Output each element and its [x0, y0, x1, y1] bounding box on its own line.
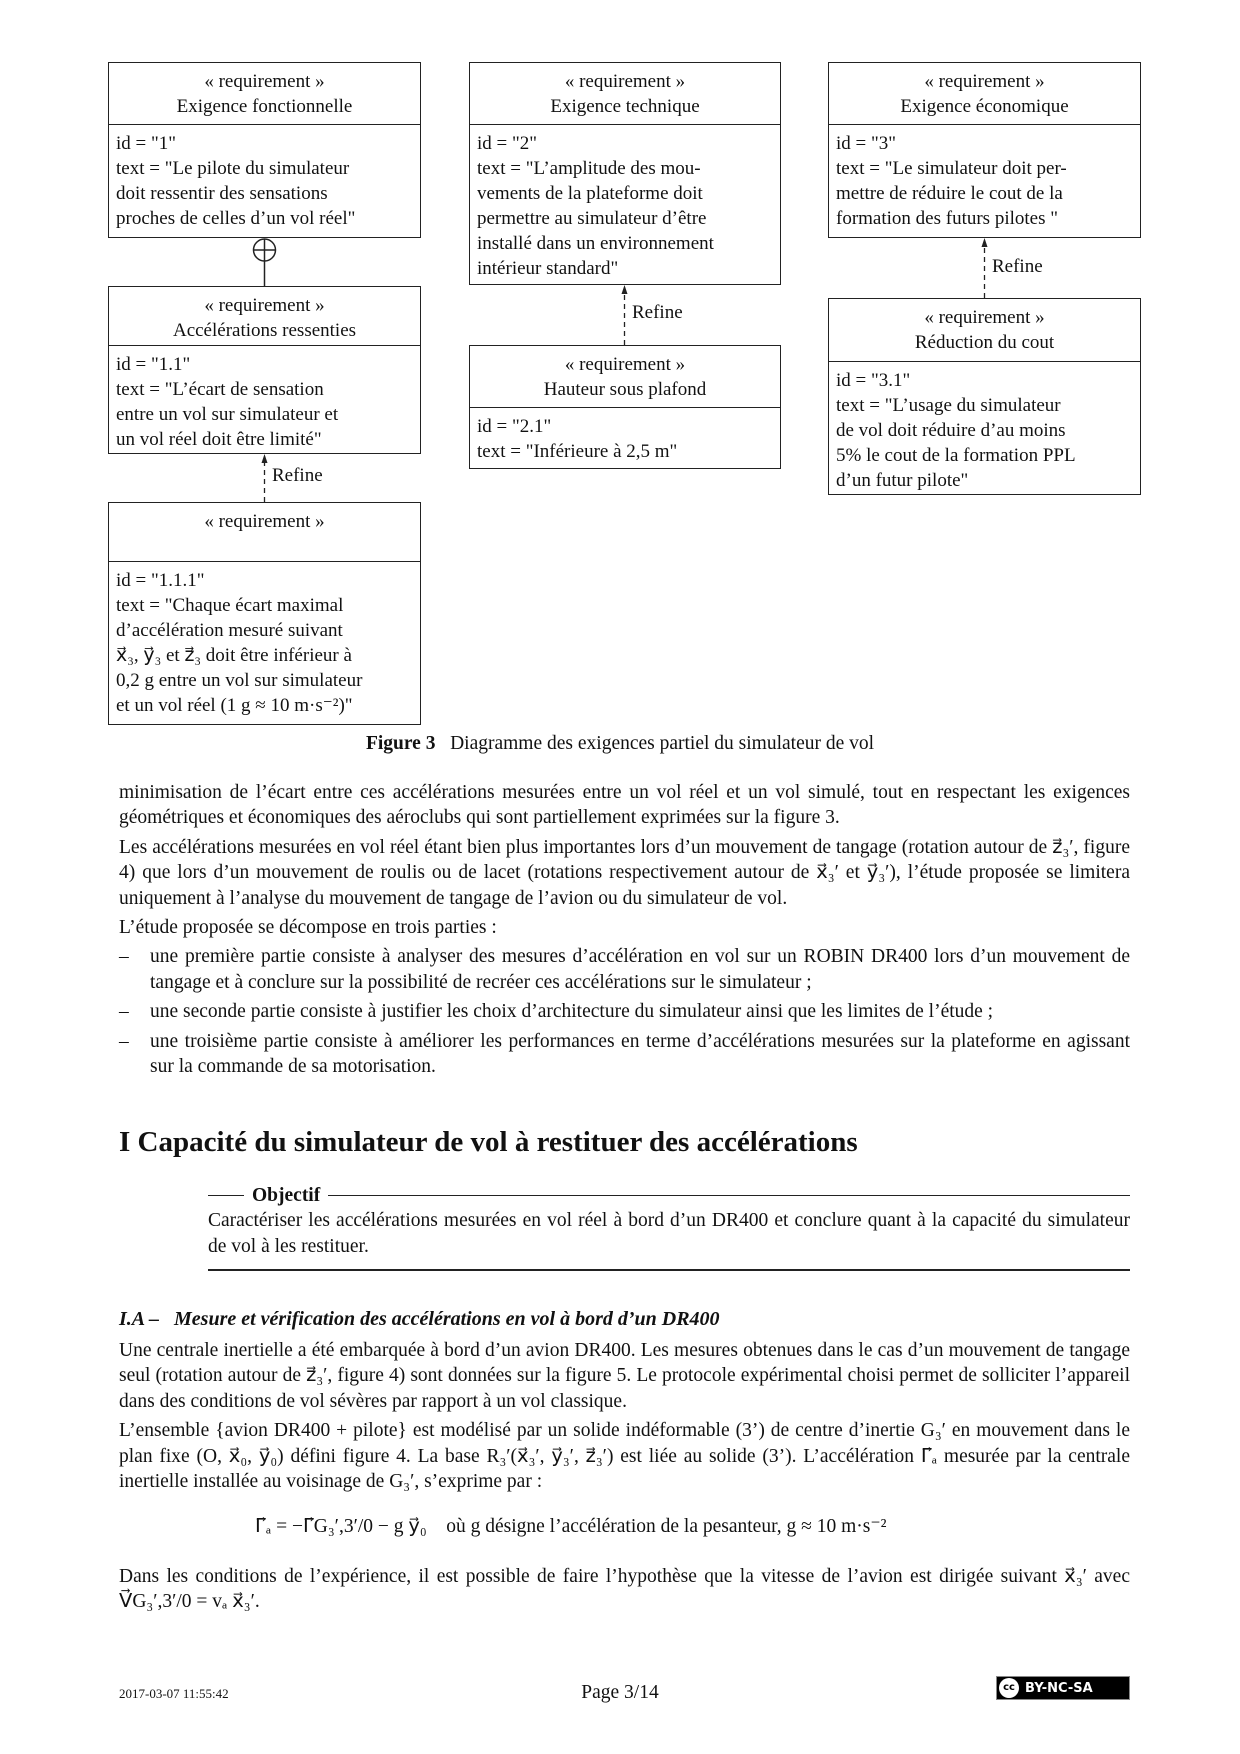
- req-text: x⃗₃, y⃗₃ et z⃗₃ doit être inférieur à: [116, 645, 352, 666]
- subsection-text-end: [119, 1564, 1130, 1619]
- refine-label: Refine: [992, 256, 1043, 277]
- list-item: [119, 944, 1130, 995]
- req-text: doit ressentir des sensations: [116, 183, 328, 204]
- paragraph: minimisation de l’écart entre ces accélérations mesurées entre un vol réel et un vol simulé, tout en respectant les exigences géométriques et économiques des aéroclubs qui sont partiellement exprimées sur la figure 3.: [119, 782, 1130, 829]
- req-text: d’accélération mesuré suivant: [116, 620, 343, 641]
- req-text: installé dans un environnement: [477, 233, 714, 254]
- stereotype: « requirement »: [924, 71, 1045, 92]
- objective-text: Caractériser les accélérations mesurées en vol réel à bord d’un DR400 et conclure quant à la capacité du simulateur de vol à les restituer.: [208, 1210, 1130, 1257]
- req-text: intérieur standard": [477, 258, 619, 279]
- paragraph: Les accélérations mesurées en vol réel étant bien plus importantes lors d’un mouvement de tangage (rotation autour de z⃗₃′, figure 4) que lors d’un mouvement de roulis ou de lacet (rotations respectivement autour de x⃗₃′ et y⃗₃′), l’étude proposée se limitera uniquement à l’analyse du mouvement de tangage de l’avion ou du simulateur de vol.: [119, 836, 1130, 909]
- requirement-name: Accélérations ressenties: [172, 320, 357, 341]
- bullet-dash: –: [119, 946, 129, 968]
- requirement-name: Exigence économique: [900, 96, 1069, 117]
- subsection-text: [119, 1338, 1130, 1498]
- paragraph: L’ensemble {avion DR400 + pilote} est modélisé par un solide indéformable (3’) de centre d’inertie G₃′ en mouvement dans le plan fixe (O, x⃗₀, y⃗₀) défini figure 4. La base R₃′(x⃗₃′, y⃗₃′, z⃗₃′) est liée au solide (3’). L’accélération Γ⃗ₐ mesurée par la centrale inertielle installée au voisinage de G₃′, s’exprime par :: [119, 1420, 1130, 1493]
- req-text: mettre de réduire le cout de la: [836, 183, 1063, 204]
- req-text: proches de celles d’un vol réel": [116, 208, 356, 229]
- stereotype: « requirement »: [564, 354, 686, 375]
- req-text: 5% le cout de la formation PPL: [836, 445, 1076, 466]
- req-id: id = "3": [836, 133, 897, 154]
- diagram-connectors: [0, 0, 1240, 760]
- paragraph: Une centrale inertielle a été embarquée à bord d’un avion DR400. Les mesures obtenues dans le cas d’un mouvement de tangage seul (rotation autour de z⃗₃′, figure 4) sont données sur la figure 5. Le protocole expérimental choisi permet de solliciter l’appareil dans des conditions de vol sévères par rapport à un vol classique.: [119, 1340, 1130, 1412]
- objective-bottom-rule: [208, 1269, 1130, 1270]
- objective-title-row: [208, 1183, 1130, 1208]
- objective-title: Objectif: [252, 1185, 321, 1206]
- equation: [255, 1514, 887, 1538]
- paragraph: Dans les conditions de l’expérience, il est possible de faire l’hypothèse que la vitesse de l’avion est dirigée suivant x⃗₃′ avec V⃗G₃′,3′/0 = vₐ x⃗₃′.: [119, 1566, 1130, 1613]
- req-text: text = "Le pilote du simulateur: [116, 158, 350, 179]
- refine-label: Refine: [632, 302, 683, 323]
- req-text: un vol réel doit être limité": [116, 429, 322, 450]
- body-text: [119, 780, 1130, 1079]
- license-text: BY-NC-SA: [1025, 1680, 1093, 1696]
- req-text: text = "L’écart de sensation: [116, 379, 324, 400]
- req-text: de vol doit réduire d’au moins: [836, 420, 1066, 441]
- figure-label: Figure 3: [365, 733, 436, 754]
- figure-caption-text: Diagramme des exigences partiel du simulateur de vol: [450, 733, 875, 754]
- paragraph: L’étude proposée se décompose en trois parties :: [119, 917, 497, 939]
- bullet-dash: –: [119, 1001, 129, 1023]
- req-text: text = "Inférieure à 2,5 m": [477, 441, 678, 462]
- req-text: text = "Le simulateur doit per-: [836, 158, 1067, 179]
- section-heading: I Capacité du simulateur de vol à restituer des accélérations: [119, 1126, 858, 1158]
- rule: [208, 1195, 244, 1196]
- req-text: text = "L’amplitude des mou-: [477, 158, 701, 179]
- list-item-text: une troisième partie consiste à améliorer les performances en terme d’accélérations mesurées sur la plateforme en agissant sur la commande de sa motorisation.: [150, 1030, 1130, 1078]
- refine-label: Refine: [272, 465, 323, 486]
- requirement-name: Exigence technique: [550, 96, 700, 117]
- requirement-name: Hauteur sous plafond: [543, 379, 707, 400]
- cc-icon: cc: [999, 1678, 1019, 1698]
- stereotype: « requirement »: [204, 295, 325, 316]
- arrowhead: [262, 238, 988, 463]
- page-number: Page 3/14: [581, 1682, 659, 1703]
- rule: [328, 1195, 1130, 1196]
- containment-connector: [254, 239, 276, 286]
- equation-note: où g désigne l’accélération de la pesanteur, g ≈ 10 m·s⁻²: [446, 1516, 887, 1537]
- license-badge: [996, 1676, 1130, 1700]
- req-id: id = "2.1": [477, 416, 552, 437]
- footer-timestamp: 2017-03-07 11:55:42: [119, 1686, 229, 1701]
- req-id: id = "2": [477, 133, 538, 154]
- subsection-heading: I.A – Mesure et vérification des accélérations en vol à bord d’un DR400: [119, 1308, 720, 1330]
- req-text: text = "L’usage du simulateur: [836, 395, 1061, 416]
- req-id: id = "3.1": [836, 370, 911, 391]
- equation-formula: Γ⃗ₐ = −Γ⃗G₃′,3′/0 − g y⃗₀: [255, 1516, 427, 1537]
- list-item: [119, 1029, 1130, 1080]
- figure-caption: [0, 733, 1240, 755]
- stereotype: « requirement »: [204, 511, 325, 532]
- stereotype: « requirement »: [564, 71, 686, 92]
- req-text: d’un futur pilote": [836, 470, 969, 491]
- req-id: id = "1.1": [116, 354, 191, 375]
- req-text: permettre au simulateur d’être: [477, 208, 707, 229]
- req-text: formation des futurs pilotes ": [836, 208, 1058, 229]
- stereotype: « requirement »: [924, 307, 1045, 328]
- req-text: vements de la plateforme doit: [477, 183, 703, 204]
- requirement-name: Exigence fonctionnelle: [176, 96, 353, 117]
- req-text: et un vol réel (1 g ≈ 10 m·s⁻²)": [116, 695, 353, 716]
- refine-arrow: [265, 245, 985, 502]
- req-text: 0,2 g entre un vol sur simulateur: [116, 670, 363, 691]
- req-text: text = "Chaque écart maximal: [116, 595, 344, 616]
- list-item: [119, 999, 1130, 1024]
- req-id: id = "1.1.1": [116, 570, 205, 591]
- stereotype: « requirement »: [204, 71, 325, 92]
- req-text: entre un vol sur simulateur et: [116, 404, 339, 425]
- req-id: id = "1": [116, 133, 177, 154]
- requirement-name: Réduction du cout: [914, 332, 1055, 353]
- objective-box: [208, 1183, 1130, 1271]
- list-item-text: une seconde partie consiste à justifier les choix d’architecture du simulateur ainsi que les limites de l’étude ;: [150, 1001, 994, 1023]
- bullet-dash: –: [119, 1030, 129, 1052]
- list-item-text: une première partie consiste à analyser des mesures d’accélération en vol sur un ROBIN DR400 lors d’un mouvement de tangage et à conclure sur la possibilité de recréer ces accélérations sur le simulateur ;: [150, 946, 1130, 993]
